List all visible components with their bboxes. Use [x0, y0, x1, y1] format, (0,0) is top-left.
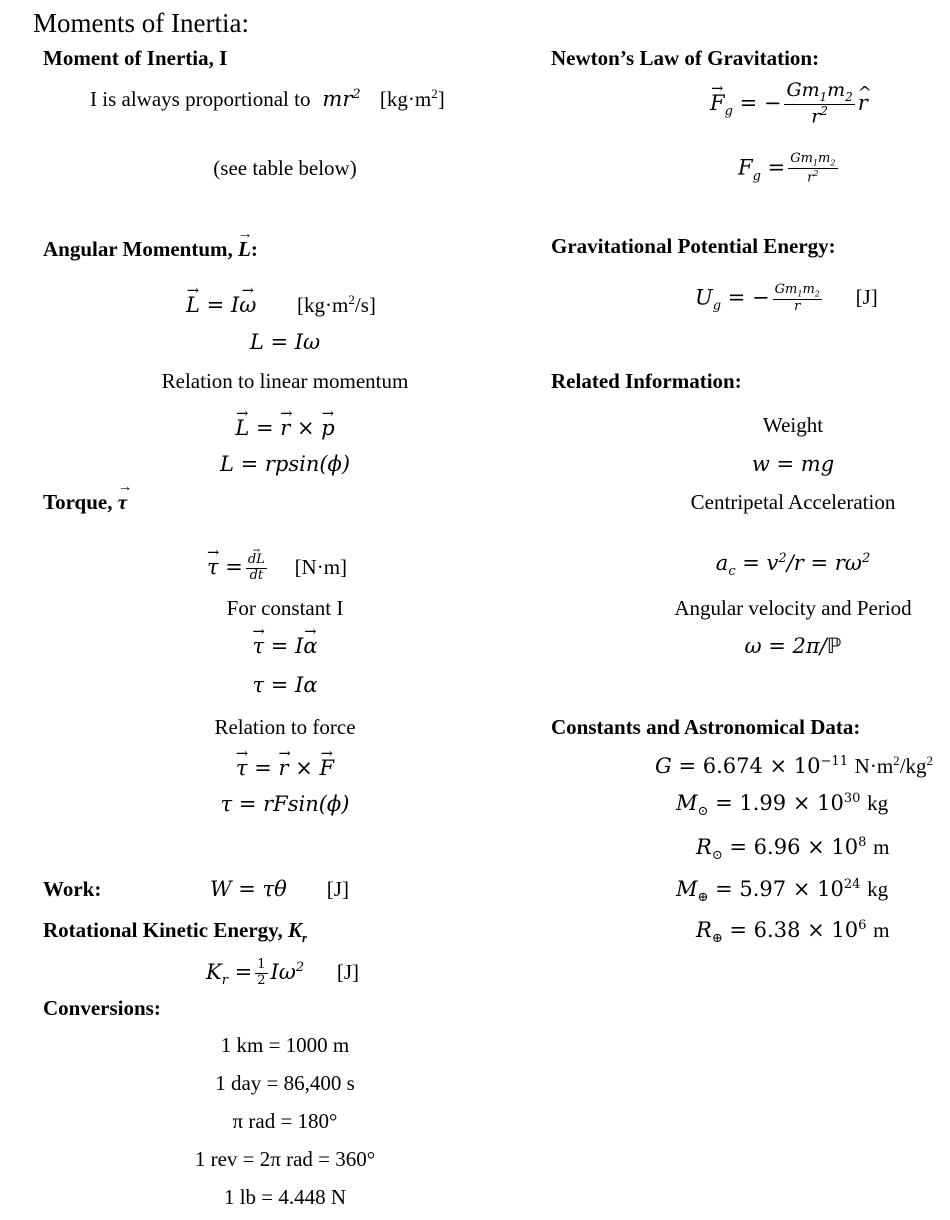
rotational-ke-unit: [J]: [336, 959, 360, 984]
gravitation-scalar-eq: $F_g$ = $\frac{Gm_1m_2}{r^2}$: [738, 151, 836, 186]
potential-energy-eq: $U_g$ = − $\frac{Gm_1m_2}{r}$ [J]: [695, 282, 878, 314]
angular-velocity-label: Angular velocity and Period: [674, 596, 912, 620]
gravitation-heading: Newton’s Law of Gravitation:: [551, 46, 820, 70]
proportional-text: I is always proportional to: [90, 87, 311, 111]
weight-eq: w = mg: [751, 452, 835, 476]
conversions-heading: Conversions:: [43, 996, 161, 1020]
L-cross-product-eq: → L = → r × → p: [235, 416, 334, 440]
earth-mass: $M_\oplus = 5.97 \times 10^{24}$ kg: [676, 877, 889, 906]
conversion-item: 1 lb = 4.448 N: [223, 1185, 347, 1209]
conversion-item: 1 rev = 2π rad = 360°: [194, 1147, 376, 1171]
angular-momentum-vector-eq: → L = I→ ω $[kg\cdot m^2/s]$: [186, 292, 376, 318]
weight-label: Weight: [762, 413, 824, 437]
gravitation-vector-eq: → $F_g$ = − $\frac{Gm_1m_2}{r^2}$ ^ r: [710, 80, 868, 129]
see-table-note: (see table below): [213, 156, 357, 180]
torque-unit: [N·m]: [294, 554, 348, 579]
mr-squared: $mr^2$: [322, 87, 361, 111]
moment-of-inertia-proportional: [90, 86, 445, 112]
potential-energy-heading: Gravitational Potential Energy:: [551, 234, 836, 258]
page-title: Moments of Inertia:: [33, 8, 249, 38]
related-information-heading: Related Information:: [551, 369, 742, 393]
Kr-symbol: $K_r$: [288, 918, 308, 946]
gravitational-constant: $G = 6.674 \times 10^{-11}$ $N\cdot m^2/kg^2$: [655, 753, 934, 778]
rotational-ke-eq: $K_r$ = $\frac{1}{2}$ $I\omega^2$ [J]: [206, 957, 360, 989]
solar-radius: $R_⊙ = 6.96 \times 10^8$ m: [696, 835, 890, 864]
work-eq: W = τθ [J]: [210, 877, 349, 901]
torque-derivative-eq: → τ = → $\frac{dL}{dt}$ [N·m]: [207, 553, 347, 584]
constant-I-label: For constant I: [226, 596, 344, 620]
tau-cross-product-eq: → τ = → r × → F: [236, 756, 334, 780]
rotational-ke-heading: Rotational Kinetic Energy, $K_r$: [43, 918, 308, 946]
L-rpsin-eq: L = rpsin(ϕ): [219, 452, 351, 476]
angular-momentum-unit: $[kg\cdot m^2/s]$: [297, 292, 376, 317]
moment-of-inertia-heading: Moment of Inertia, I: [43, 46, 228, 70]
solar-mass: $M_⊙ = 1.99 \times 10^{30}$ kg: [676, 791, 889, 820]
torque-heading: Torque, → τ: [43, 490, 127, 515]
L-vector-symbol: → L: [238, 237, 251, 262]
relation-force-label: Relation to force: [214, 715, 356, 739]
conversion-item: π rad = 180°: [232, 1109, 338, 1133]
relation-linear-momentum-label: Relation to linear momentum: [161, 369, 409, 393]
moment-unit: $[kg\cdot m^2]$: [379, 86, 445, 111]
tau-rFsin-eq: τ = rFsin(ϕ): [220, 792, 350, 816]
angular-momentum-heading: Angular Momentum, → L:: [43, 237, 258, 262]
constants-heading: Constants and Astronomical Data:: [551, 715, 861, 739]
earth-radius: $R_\oplus = 6.38 \times 10^6$ m: [696, 918, 890, 947]
tau-I-alpha-eq: τ = Iα: [252, 673, 318, 697]
work-unit: [J]: [326, 877, 349, 901]
potential-energy-unit: [J]: [855, 285, 878, 310]
conversion-item: 1 km = 1000 m: [220, 1033, 350, 1057]
angular-momentum-scalar-eq: L = Iω: [249, 330, 321, 354]
tau-vector-symbol: → τ: [118, 490, 127, 515]
conversion-item: 1 day = 86,400 s: [215, 1071, 355, 1095]
centripetal-label: Centripetal Acceleration: [690, 490, 896, 514]
angular-velocity-eq: ω = 2π/ℙ: [744, 634, 842, 658]
centripetal-eq: $a_c = v^2/r = r\omega^2$: [715, 551, 871, 580]
tau-I-alpha-vector-eq: → τ = I→ α: [252, 634, 317, 658]
work-heading: Work:: [43, 877, 102, 901]
